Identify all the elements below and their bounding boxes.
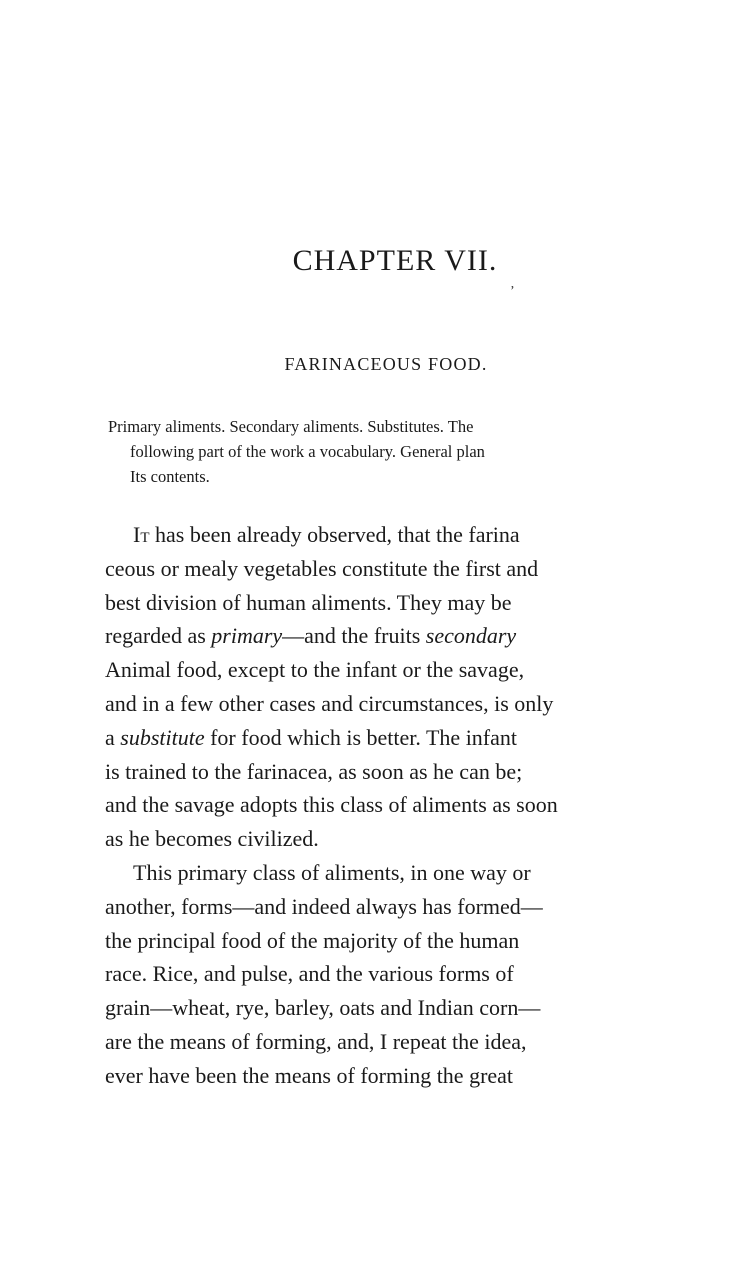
body-line-text: —and the fruits [282, 623, 426, 649]
body-line [105, 619, 665, 653]
body-line: race. Rice, and pulse, and the various forms of [105, 961, 514, 987]
body-line-text: a [105, 724, 121, 750]
body-line: and in a few other cases and circumstances, is only [105, 690, 554, 716]
body-line: and the savage adopts this class of aliments as soon [105, 792, 558, 818]
body-line: another, forms—and indeed always has formed— [105, 893, 543, 919]
section-title: FARINACEOUS FOOD. [284, 354, 488, 374]
body-line: This primary class of aliments, in one way or [133, 859, 531, 885]
emphasis-secondary: secondary [425, 623, 517, 649]
emphasis-substitute: substitute [120, 724, 205, 750]
chapter-summary [108, 414, 668, 489]
summary-line: Primary aliments. Secondary aliments. Substitutes. The [108, 417, 474, 436]
opening-word: It [133, 522, 150, 547]
body-line: ceous or mealy vegetables constitute the first and [105, 555, 539, 581]
body-line: Animal food, except to the infant or the savage, [105, 657, 525, 683]
summary-line: Its contents. [130, 467, 210, 486]
body-line: best division of human aliments. They may be [105, 589, 512, 615]
body-line: as he becomes civilized. [105, 826, 319, 852]
body-line: ever have been the means of forming the great [105, 1062, 514, 1088]
body-line-text: has been already observed, that the farina [149, 522, 520, 547]
body-line: the principal food of the majority of the human [105, 927, 520, 953]
body-line: is trained to the farinacea, as soon as he can be; [105, 758, 523, 784]
body-text [105, 518, 665, 1093]
chapter-title: CHAPTER VII. [292, 244, 498, 277]
summary-line: following part of the work a vocabulary. General plan [130, 442, 485, 461]
body-line-text: for food which is better. The infant [204, 724, 518, 750]
body-line: are the means of forming, and, I repeat the idea, [105, 1028, 527, 1054]
body-line-text: regarded as [105, 623, 212, 649]
body-line [105, 721, 665, 755]
body-line: grain—wheat, rye, barley, oats and Indian corn— [105, 995, 541, 1021]
body-line [105, 518, 665, 552]
stray-ink-mark: ’ [510, 284, 515, 299]
emphasis-primary: primary [211, 623, 283, 649]
